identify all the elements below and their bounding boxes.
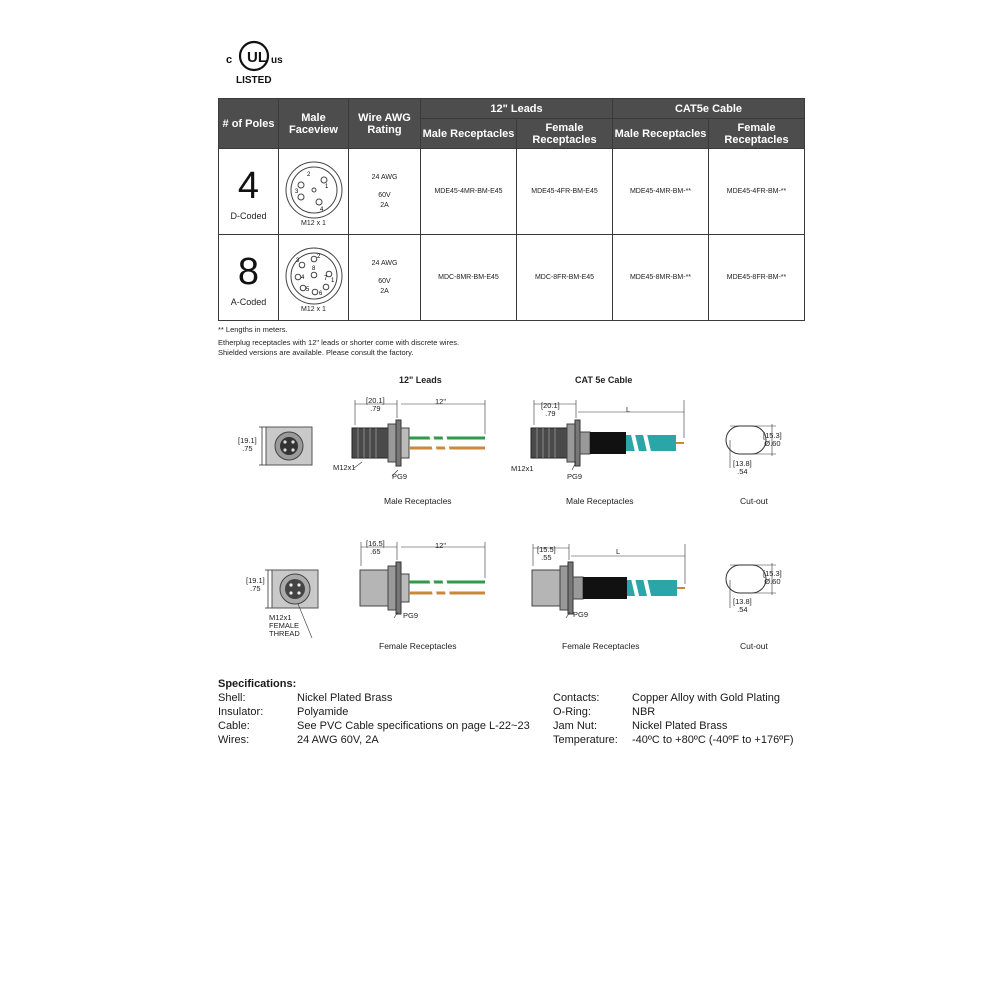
spec-value: Copper Alloy with Gold Plating xyxy=(632,692,780,704)
label-thread: M12x1 xyxy=(511,464,534,473)
male-front-view-icon xyxy=(259,427,312,465)
header-poles: # of Poles xyxy=(219,99,279,149)
note-lengths: ** Lengths in meters. xyxy=(218,325,288,334)
dim-cable-length: L xyxy=(626,405,631,414)
part-number: MDE45-4FR-BM-** xyxy=(709,149,805,235)
drawing-title-cable: CAT 5e Cable xyxy=(575,375,633,385)
caption-female-cable: Female Receptacles xyxy=(562,641,640,651)
awg-value: 24 AWG xyxy=(371,173,398,181)
face-size-label: M12 x 1 xyxy=(301,220,326,227)
coding-label: D-Coded xyxy=(230,210,267,221)
spec-value: Nickel Plated Brass xyxy=(297,692,393,704)
dim-lead-length: 12" xyxy=(435,397,447,406)
face-size-label: M12 x 1 xyxy=(301,306,326,313)
dim-cable-length: L xyxy=(616,547,621,556)
dim-front-height: [19.1] .75 xyxy=(246,576,265,593)
pin-label: 4 xyxy=(319,207,323,213)
label-pg9: PG9 xyxy=(567,472,583,481)
dim-cutout-dia: [15.3] Ø.60 xyxy=(763,569,782,586)
part-number: MDE45-4MR-BM-** xyxy=(613,149,709,235)
label-pg9: PG9 xyxy=(573,610,589,619)
pin-label: 3 xyxy=(295,258,299,264)
poles-count: 4 xyxy=(237,164,260,207)
voltage-value: 60V xyxy=(378,191,391,199)
part-number: MDE45-4MR-BM-E45 xyxy=(421,149,517,235)
dim-lead-length: 12" xyxy=(435,541,447,550)
part-number: MDE45-8MR-BM-** xyxy=(613,235,709,321)
ul-c-letter: c xyxy=(226,54,233,66)
pin-label: 1 xyxy=(324,184,328,190)
pin-label: 4 xyxy=(300,275,304,281)
pin-label: 2 xyxy=(316,254,320,260)
dim-front-height: [19.1] .75 xyxy=(238,436,257,453)
ul-listed-word: LISTED xyxy=(236,75,272,86)
label-thread: M12x1 xyxy=(333,463,356,472)
pin-label: 2 xyxy=(306,172,310,178)
caption-cutout: Cut-out xyxy=(740,641,768,651)
header-cable-male: Male Receptacles xyxy=(613,119,709,149)
part-number: MDE45-4FR-BM-E45 xyxy=(517,149,613,235)
ul-us-letters: us xyxy=(271,55,283,66)
spec-value: -40ºC to +80ºC (-40ºF to +176ºF) xyxy=(632,734,794,746)
spec-value: 24 AWG 60V, 2A xyxy=(297,734,379,746)
poles-count: 8 xyxy=(237,250,260,293)
part-number: MDC-8FR-BM-E45 xyxy=(517,235,613,321)
note-shielded: Shielded versions are available. Please consult the factory. xyxy=(218,348,414,357)
header-leads-female: Female Receptacles xyxy=(517,119,613,149)
ul-letters: UL xyxy=(247,49,267,66)
spec-label: Cable: xyxy=(218,720,250,732)
spec-label: Wires: xyxy=(218,734,250,746)
spec-label: Contacts: xyxy=(553,692,600,704)
drawing-title-leads: 12" Leads xyxy=(399,375,442,385)
voltage-value: 60V xyxy=(378,277,391,285)
dim-cutout-flat: [13.8] .54 xyxy=(733,459,752,476)
dim-male-depth-cable: [20.1] .79 xyxy=(541,401,560,418)
label-pg9: PG9 xyxy=(392,472,408,481)
spec-value: Polyamide xyxy=(297,706,349,718)
part-number: MDC-8MR-BM-E45 xyxy=(421,235,517,321)
header-cable-female: Female Receptacles xyxy=(709,119,805,149)
dim-cutout-flat: [13.8] .54 xyxy=(733,597,752,614)
spec-label: Jam Nut: xyxy=(553,720,598,732)
spec-label: Shell: xyxy=(218,692,246,704)
pin-label: 6 xyxy=(318,291,322,297)
caption-female-leads: Female Receptacles xyxy=(379,641,457,651)
current-value: 2A xyxy=(380,287,389,295)
spec-label: Temperature: xyxy=(553,734,618,746)
spec-value: Nickel Plated Brass xyxy=(632,720,728,732)
pin-label: 8 xyxy=(311,266,315,272)
dim-female-depth-cable: [15.5] .55 xyxy=(537,545,556,562)
spec-label: Insulator: xyxy=(218,706,264,718)
caption-cutout: Cut-out xyxy=(740,496,768,506)
dim-cutout-dia: [15.3] Ø.60 xyxy=(763,431,782,448)
label-female-thread: M12x1 FEMALE THREAD xyxy=(269,613,300,638)
coding-label: A-Coded xyxy=(230,296,267,307)
part-number: MDE45-8FR-BM-** xyxy=(709,235,805,321)
spec-value: See PVC Cable specifications on page L-22~23 xyxy=(297,720,530,732)
pin-label: 5 xyxy=(305,287,309,293)
header-faceview: Male Faceview xyxy=(279,99,349,149)
spec-value: NBR xyxy=(632,706,656,718)
header-leads-male: Male Receptacles xyxy=(421,119,517,149)
label-pg9: PG9 xyxy=(403,611,419,620)
header-group-leads: 12" Leads xyxy=(421,99,613,119)
awg-value: 24 AWG xyxy=(371,259,398,267)
caption-male-cable: Male Receptacles xyxy=(566,496,634,506)
caption-male-leads: Male Receptacles xyxy=(384,496,452,506)
header-group-cable: CAT5e Cable xyxy=(613,99,805,119)
dim-female-depth: [16.5] .65 xyxy=(366,539,385,556)
pin-label: 1 xyxy=(330,278,334,284)
header-awg: Wire AWG Rating xyxy=(349,99,421,149)
specifications-title: Specifications: xyxy=(218,678,297,690)
dim-male-depth: [20.1] .79 xyxy=(366,396,385,413)
note-leads: Etherplug receptacles with 12" leads or shorter come with discrete wires. xyxy=(218,338,460,347)
current-value: 2A xyxy=(380,201,389,209)
spec-label: O-Ring: xyxy=(553,706,591,718)
pin-label: 7 xyxy=(323,276,327,282)
pin-label: 3 xyxy=(294,189,298,195)
